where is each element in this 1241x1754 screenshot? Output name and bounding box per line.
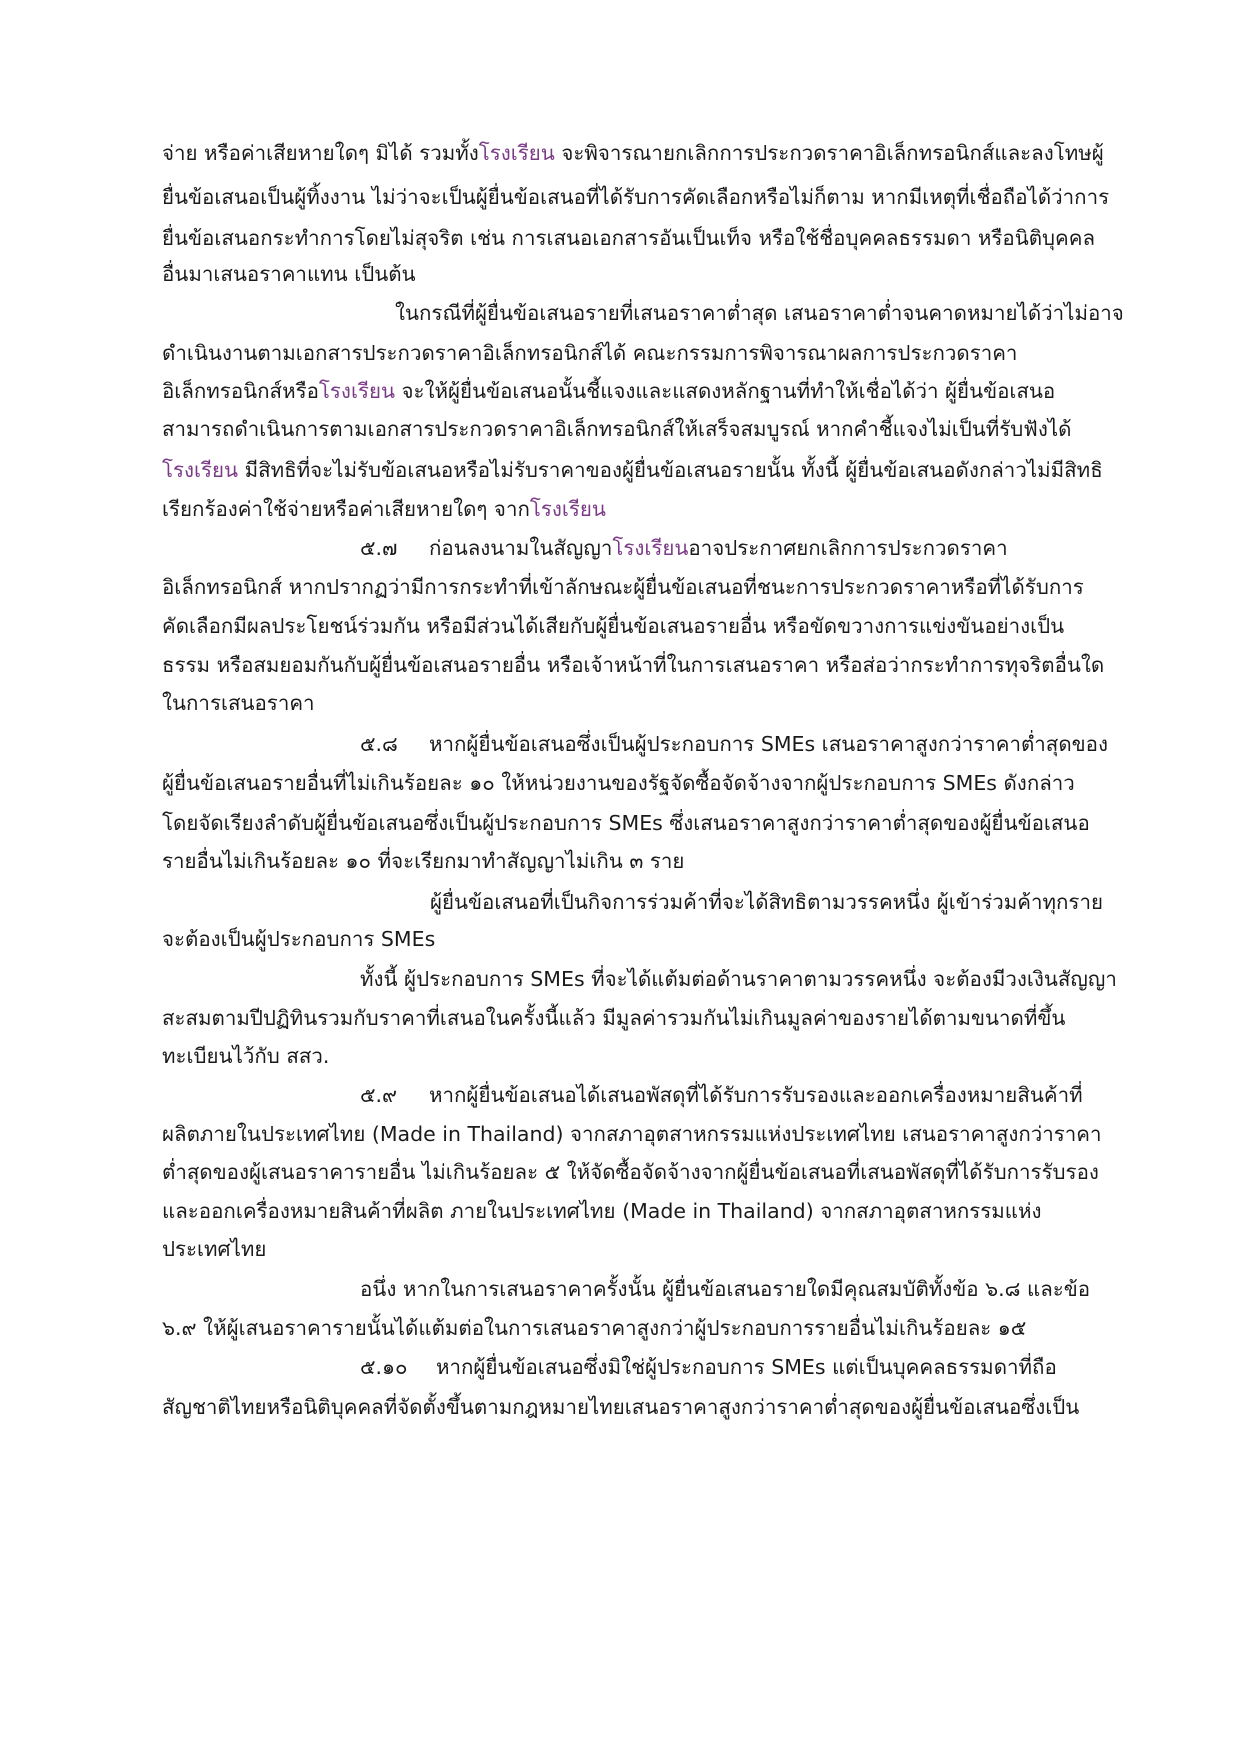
text-run: ในการเสนอราคา [162, 691, 315, 715]
text-line [162, 453, 1103, 487]
text-run: ยื่นข้อเสนอเป็นผู้ทิ้งงาน ไม่ว่าจะเป็นผู้ยื่นข้อเสนอที่ได้รับการคัดเลือกหรือไม่ก็ตาม หากมีเหตุที่เชื่อถือได้ว่าการ [162, 185, 1110, 209]
text-run: อื่นมาเสนอราคาแทน เป็นต้น [162, 262, 416, 286]
text-line [162, 766, 1075, 800]
text-line [360, 1272, 1090, 1306]
text-line [162, 1155, 1099, 1189]
text-line [162, 1311, 1026, 1345]
text-line [162, 609, 1064, 643]
text-run: และออกเครื่องหมายสินค้าที่ผลิต ภายในประเทศไทย (Made in Thailand) จากสภาอุตสาหกรรมแห่ง [162, 1199, 1042, 1223]
text-line [162, 257, 416, 291]
text-line [360, 1078, 1083, 1112]
text-line [162, 686, 315, 720]
text-run: จ่าย หรือค่าเสียหายใดๆ มิได้ รวมทั้ง [162, 141, 479, 165]
text-run: จะให้ผู้ยื่นข้อเสนอนั้นชี้แจงและแสดงหลักฐานที่ทำให้เชื่อได้ว่า ผู้ยื่นข้อเสนอ [394, 379, 1056, 403]
text-line [162, 844, 684, 878]
text-run: ทั้งนี้ ผู้ประกอบการ SMEs ที่จะได้แต้มต่อด้านราคาตามวรรคหนึ่ง จะต้องมีวงเงินสัญญา [360, 967, 1117, 991]
text-run: สัญชาติไทยหรือนิติบุคคลที่จัดตั้งขึ้นตามกฎหมายไทยเสนอราคาสูงกว่าราคาต่ำสุดของผู้ยื่นข้อเสนอซึ่งเป็น [162, 1395, 1080, 1419]
text-run: อิเล็กทรอนิกส์หรือ [162, 379, 319, 403]
highlighted-term: โรงเรียน [162, 458, 239, 482]
text-run: ธรรม หรือสมยอมกันกับผู้ยื่นข้อเสนอรายอื่น หรือเจ้าหน้าที่ในการเสนอราคา หรือส่อว่ากระทำการทุจริตอื่นใด [162, 653, 1105, 677]
text-run: ประเทศไทย [162, 1237, 267, 1261]
text-run: ดำเนินงานตามเอกสารประกวดราคาอิเล็กทรอนิกส์ได้ คณะกรรมการพิจารณาผลการประกวดราคา [162, 341, 1018, 365]
text-line [162, 492, 606, 526]
text-run: หากผู้ยื่นข้อเสนอได้เสนอพัสดุที่ได้รับการรับรองและออกเครื่องหมายสินค้าที่ [429, 1083, 1083, 1107]
text-line [162, 221, 1095, 255]
text-line [395, 296, 1124, 330]
clause-number: ๕.๗ [360, 536, 398, 560]
text-run: มีสิทธิที่จะไม่รับข้อเสนอหรือไม่รับราคาของผู้ยื่นข้อเสนอรายนั้น ทั้งนี้ ผู้ยื่นข้อเสนอดังกล่าวไม่มีสิทธิ [238, 458, 1103, 482]
text-line [360, 531, 1008, 565]
text-line [360, 727, 1108, 761]
text-line [162, 1001, 1065, 1035]
text-run: อนึ่ง หากในการเสนอราคาครั้งนั้น ผู้ยื่นข้อเสนอรายใดมีคุณสมบัติทั้งข้อ ๖.๘ และข้อ [360, 1277, 1091, 1301]
text-run: คัดเลือกมีผลประโยชน์ร่วมกัน หรือมีส่วนได้เสียกับผู้ยื่นข้อเสนอรายอื่น หรือขัดขวางการแข่งขันอย่างเป็น [162, 614, 1065, 638]
text-line [162, 922, 435, 956]
text-run: อิเล็กทรอนิกส์ หากปรากฏว่ามีการกระทำที่เข้าลักษณะผู้ยื่นข้อเสนอที่ชนะการประกวดราคาหรือที่ได้รับการ [162, 575, 1084, 599]
text-run: ผลิตภายในประเทศไทย (Made in Thailand) จากสภาอุตสาหกรรมแห่งประเทศไทย เสนอราคาสูงกว่าราคา [162, 1122, 1102, 1146]
text-run: หากผู้ยื่นข้อเสนอซึ่งมิใช่ผู้ประกอบการ SMEs แต่เป็นบุคคลธรรมดาที่ถือ [436, 1355, 1057, 1379]
highlighted-term: โรงเรียน [478, 141, 555, 165]
text-line [162, 806, 1090, 840]
text-line [162, 136, 1104, 170]
text-line [162, 1194, 1042, 1228]
text-run: ผู้ยื่นข้อเสนอรายอื่นที่ไม่เกินร้อยละ ๑๐ ให้หน่วยงานของรัฐจัดซื้อจัดจ้างจากผู้ประกอบการ SMEs ดังกล่าว [162, 771, 1075, 795]
text-line [162, 570, 1084, 604]
text-run: ๖.๙ ให้ผู้เสนอราคารายนั้นได้แต้มต่อในการเสนอราคาสูงกว่าผู้ประกอบการรายอื่นไม่เกินร้อยละ ๑๕ [162, 1316, 1027, 1340]
text-run: ยื่นข้อเสนอกระทำการโดยไม่สุจริต เช่น การเสนอเอกสารอันเป็นเท็จ หรือใช้ชื่อบุคคลธรรมดา หรือนิติบุคคล [162, 226, 1096, 250]
text-run: ต่ำสุดของผู้เสนอราคารายอื่น ไม่เกินร้อยละ ๕ ให้จัดซื้อจัดจ้างจากผู้ยื่นข้อเสนอที่เสนอพัสดุที่ได้รับการรับรอง [162, 1160, 1099, 1184]
text-line [162, 648, 1104, 682]
text-run: อาจประกาศยกเลิกการประกวดราคา [688, 536, 1008, 560]
highlighted-term: โรงเรียน [318, 379, 395, 403]
text-run: ผู้ยื่นข้อเสนอที่เป็นกิจการร่วมค้าที่จะได้สิทธิตามวรรคหนึ่ง ผู้เข้าร่วมค้าทุกราย [430, 890, 1103, 914]
text-line [162, 336, 1017, 370]
text-line [162, 1390, 1079, 1424]
text-line [360, 962, 1117, 996]
highlighted-term: โรงเรียน [529, 497, 606, 521]
text-run: รายอื่นไม่เกินร้อยละ ๑๐ ที่จะเรียกมาทำสัญญาไม่เกิน ๓ ราย [162, 849, 685, 873]
clause-number: ๕.๘ [360, 732, 398, 756]
text-line [430, 885, 1103, 919]
text-line [360, 1350, 1057, 1384]
text-line [162, 180, 1109, 214]
text-line [162, 1117, 1102, 1151]
text-run: สามารถดำเนินการตามเอกสารประกวดราคาอิเล็กทรอนิกส์ให้เสร็จสมบูรณ์ หากคำชี้แจงไม่เป็นที่รับฟังได้ [162, 417, 1072, 441]
text-line [162, 412, 1071, 446]
clause-number: ๕.๑๐ [360, 1355, 408, 1379]
text-run: เรียกร้องค่าใช้จ่ายหรือค่าเสียหายใดๆ จาก [162, 497, 530, 521]
text-run: จะพิจารณายกเลิกการประกวดราคาอิเล็กทรอนิกส์และลงโทษผู้ [554, 141, 1104, 165]
text-run: สะสมตามปีปฏิทินรวมกับราคาที่เสนอในครั้งนี้แล้ว มีมูลค่ารวมกันไม่เกินมูลค่าของรายได้ตามขนาดที่ขึ้น [162, 1006, 1066, 1030]
text-run: ในกรณีที่ผู้ยื่นข้อเสนอรายที่เสนอราคาต่ำสุด เสนอราคาต่ำจนคาดหมายได้ว่าไม่อาจ [395, 301, 1124, 325]
text-line [162, 1232, 266, 1266]
text-run: หากผู้ยื่นข้อเสนอซึ่งเป็นผู้ประกอบการ SMEs เสนอราคาสูงกว่าราคาต่ำสุดของ [429, 732, 1108, 756]
text-run: จะต้องเป็นผู้ประกอบการ SMEs [162, 927, 436, 951]
highlighted-term: โรงเรียน [612, 536, 689, 560]
text-run: ก่อนลงนามในสัญญา [429, 536, 613, 560]
text-run: ทะเบียนไว้กับ สสว. [162, 1044, 330, 1068]
text-run: โดยจัดเรียงลำดับผู้ยื่นข้อเสนอซึ่งเป็นผู้ประกอบการ SMEs ซึ่งเสนอราคาสูงกว่าราคาต่ำสุดของผู้ยื่นข้อเสนอ [162, 811, 1090, 835]
clause-number: ๕.๙ [360, 1083, 398, 1107]
text-line [162, 1039, 329, 1073]
text-line [162, 374, 1055, 408]
